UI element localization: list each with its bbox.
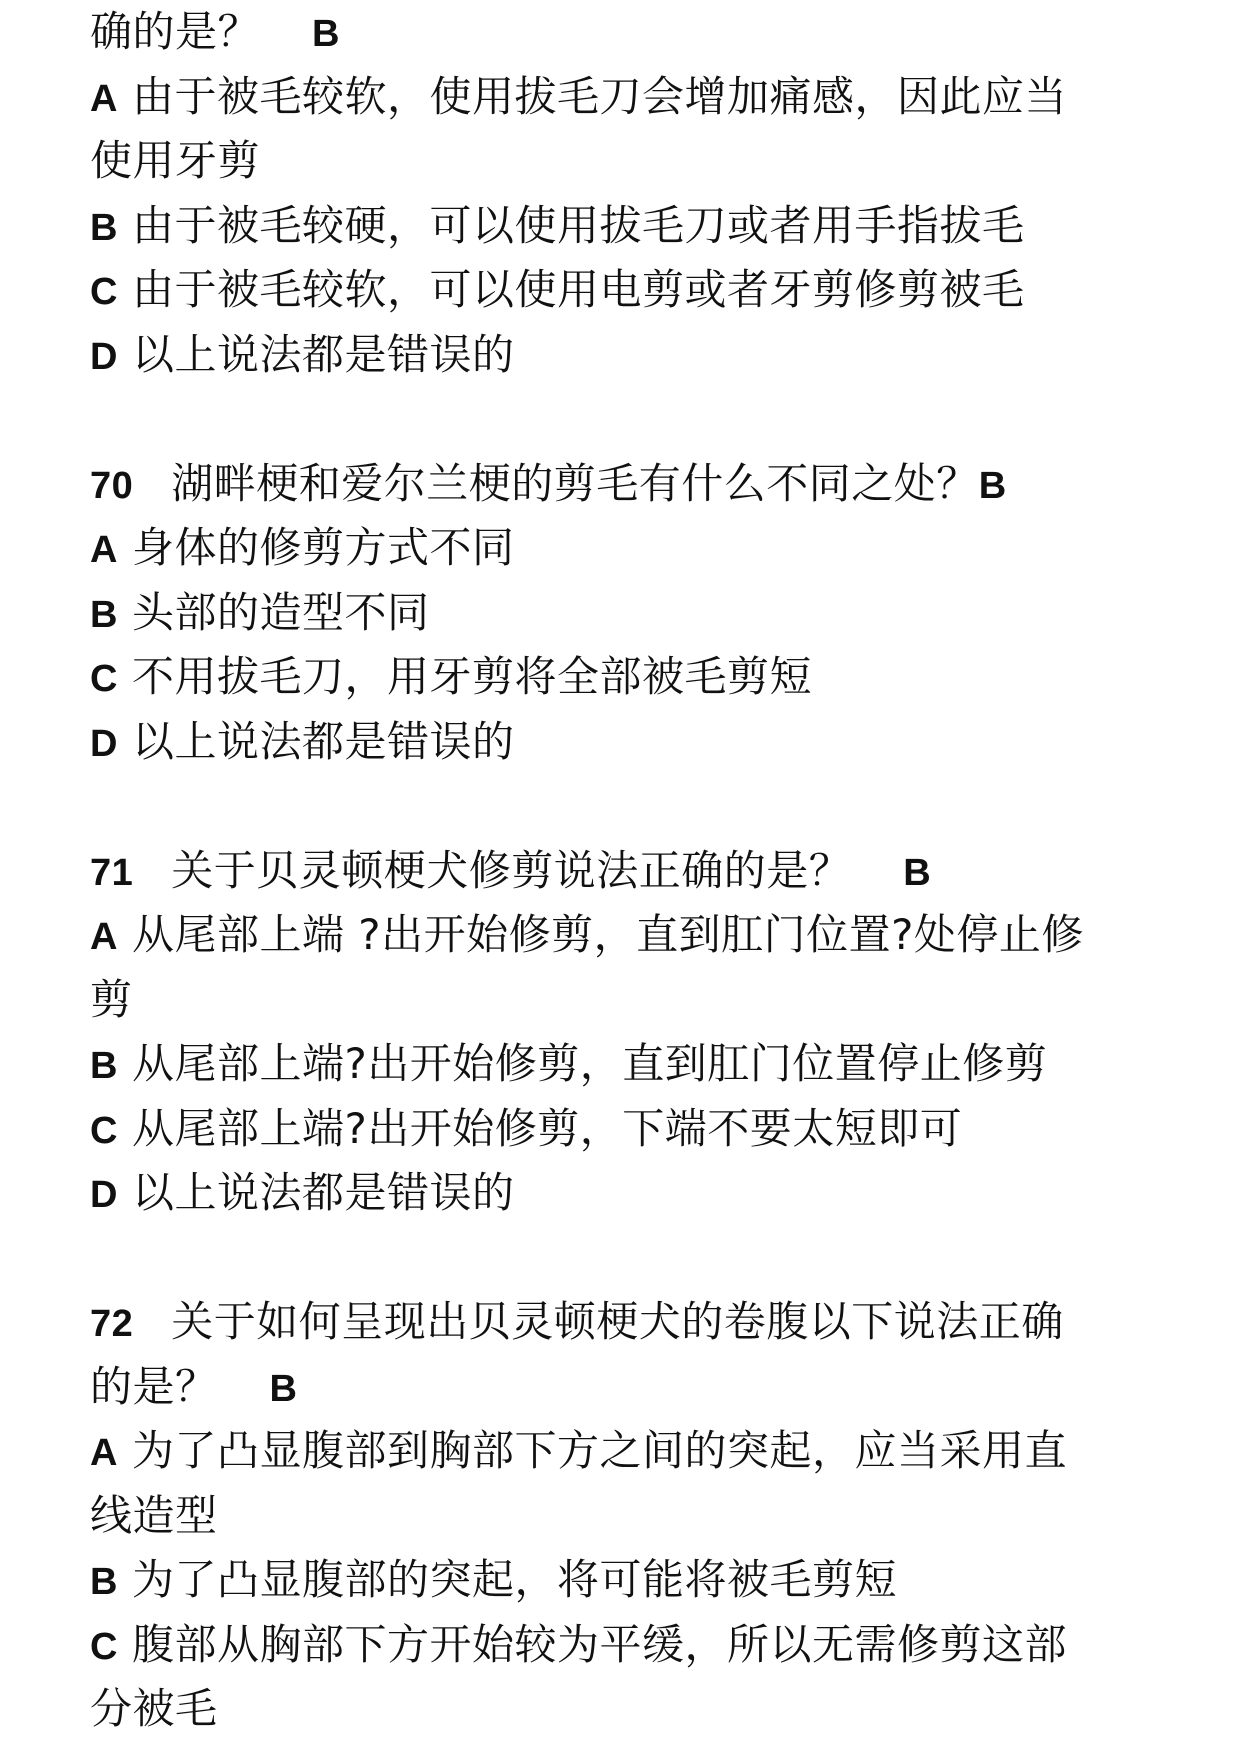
option-text: 线造型 (90, 1490, 218, 1540)
option-text: 头部的造型不同 (131, 587, 430, 637)
q70-option-d (90, 710, 1190, 775)
option-label: C (90, 658, 118, 700)
q72-stem-text: 的是？ (90, 1361, 218, 1411)
option-label: C (90, 271, 118, 313)
q71-option-c (90, 1097, 1190, 1162)
q72-option-c-cont (90, 1677, 1190, 1742)
q71-answer: B (903, 851, 932, 894)
option-text: 从尾部上端 ?出开始修剪，直到肛门位置?处停止修 (131, 910, 1084, 959)
option-text: 以上说法都是错误的 (131, 1168, 515, 1217)
option-label: B (90, 1561, 118, 1603)
option-text: 由于被毛较硬，可以使用拔毛刀或者用手指拔毛 (131, 200, 1025, 250)
q72-answer: B (269, 1367, 298, 1410)
option-text: 腹部从胸部下方开始较为平缓，所以无需修剪这部 (131, 1619, 1067, 1669)
q72-option-a (90, 1419, 1190, 1484)
q72-number: 72 (90, 1303, 134, 1345)
q69-option-c (90, 258, 1190, 323)
q71-option-b (90, 1032, 1190, 1097)
spacer (90, 387, 1190, 452)
q71-number: 71 (90, 851, 134, 894)
q71-option-a-cont (90, 968, 1190, 1033)
q72-option-b (90, 1548, 1190, 1613)
q71-stem (90, 839, 1190, 904)
option-text: 以上说法都是错误的 (131, 329, 515, 379)
option-text: 不用拔毛刀，用牙剪将全部被毛剪短 (131, 652, 812, 701)
q70-option-b (90, 581, 1190, 646)
q70-option-c (90, 645, 1190, 710)
option-label: B (90, 1045, 118, 1087)
q69-answer: B (312, 13, 340, 55)
q69-stem-text: 确的是？ (90, 7, 261, 56)
option-label: C (90, 1625, 118, 1668)
q70-stem (90, 452, 1190, 517)
q72-stem-cont (90, 1355, 1190, 1420)
q71-stem-text: 关于贝灵顿梗犬修剪说法正确的是？ (171, 845, 852, 895)
option-label: D (90, 722, 118, 765)
option-label: B (90, 593, 118, 636)
option-text: 为了凸显腹部到胸部下方之间的突起，应当采用直 (131, 1426, 1067, 1475)
option-label: A (90, 77, 118, 120)
q71-option-d (90, 1161, 1190, 1226)
option-text: 从尾部上端?出开始修剪，下端不要太短即可 (131, 1103, 963, 1153)
option-label: A (90, 1432, 118, 1474)
option-text: 以上说法都是错误的 (131, 716, 515, 766)
option-text: 分被毛 (90, 1684, 218, 1733)
document-page (90, 0, 1190, 1742)
option-text: 使用牙剪 (90, 136, 261, 185)
q69-option-a-cont (90, 129, 1190, 194)
q69-option-d (90, 323, 1190, 388)
q72-option-c (90, 1613, 1190, 1678)
option-label: C (90, 1109, 118, 1152)
q70-option-a (90, 516, 1190, 581)
q72-stem (90, 1290, 1190, 1355)
q70-answer: B (978, 464, 1007, 507)
option-text: 剪 (90, 974, 133, 1024)
option-label: D (90, 335, 118, 378)
q72-option-a-cont (90, 1484, 1190, 1549)
spacer (90, 1226, 1190, 1291)
option-text: 为了凸显腹部的突起，将可能将被毛剪短 (131, 1555, 897, 1604)
option-text: 由于被毛较软，可以使用电剪或者牙剪修剪被毛 (131, 265, 1025, 314)
option-label: A (90, 529, 118, 571)
spacer (90, 774, 1190, 839)
option-text: 由于被毛较软，使用拔毛刀会增加痛感，因此应当 (131, 71, 1067, 121)
q71-option-a (90, 903, 1190, 968)
q72-stem-text: 关于如何呈现出贝灵顿梗犬的卷腹以下说法正确 (171, 1297, 1064, 1346)
option-text: 身体的修剪方式不同 (131, 523, 515, 572)
option-label: B (90, 206, 118, 249)
q69-option-a (90, 65, 1190, 130)
q69-option-b (90, 194, 1190, 259)
option-text: 从尾部上端?出开始修剪，直到肛门位置停止修剪 (131, 1039, 1048, 1088)
q70-stem-text: 湖畔梗和爱尔兰梗的剪毛有什么不同之处？ (171, 458, 979, 508)
option-label: A (90, 916, 118, 958)
q70-number: 70 (90, 464, 134, 507)
option-label: D (90, 1174, 118, 1216)
q69-stem-tail (90, 0, 1190, 65)
